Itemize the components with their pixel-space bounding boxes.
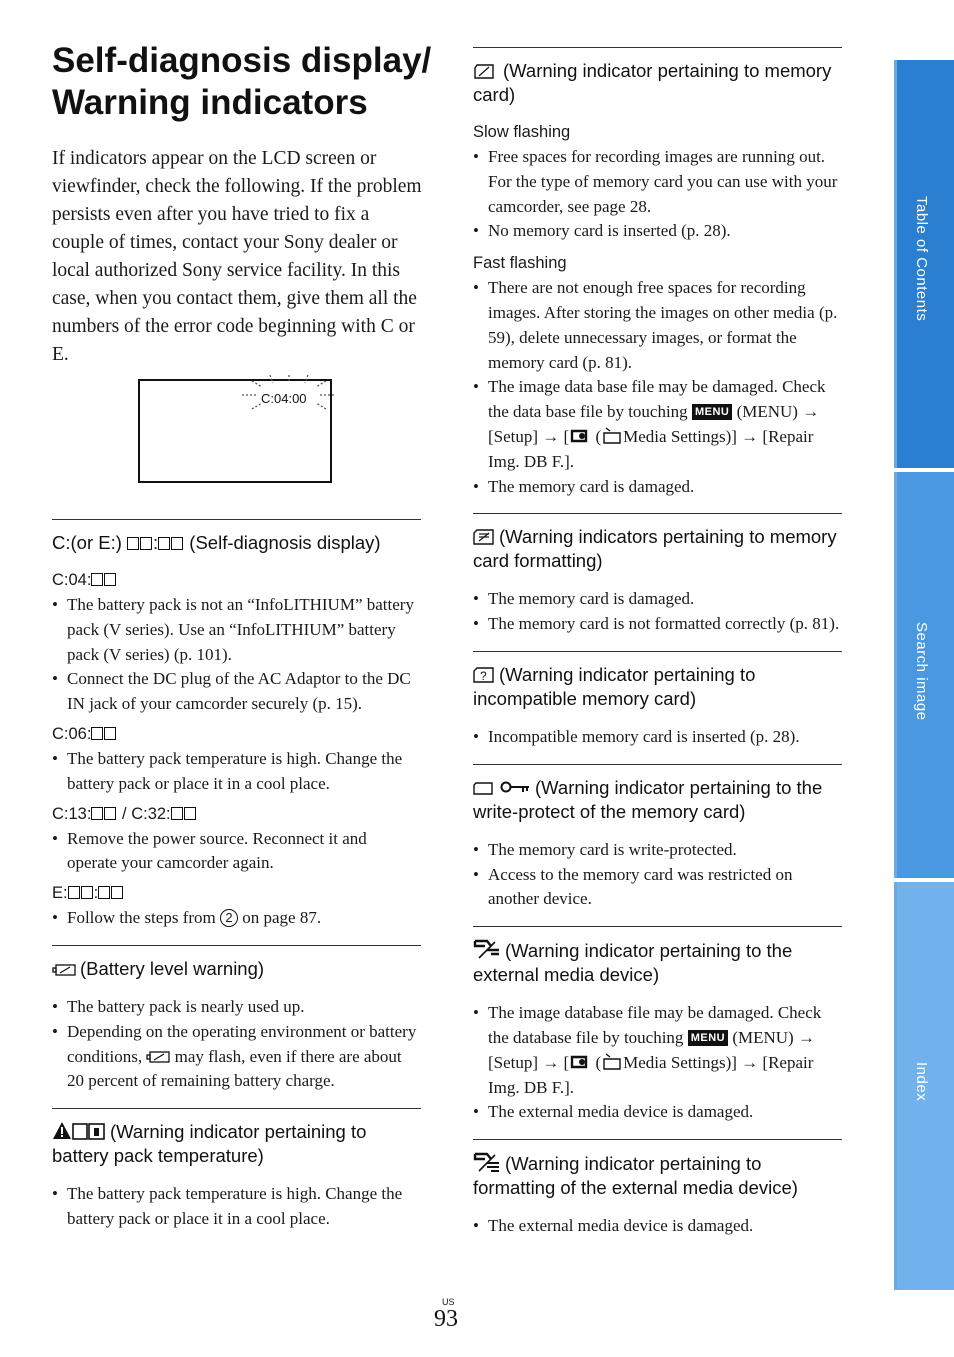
battery-temperature-warning-icon (52, 1121, 106, 1141)
list-item: • The image database file may be damaged. Check the database file by touching MENU (MENU) → [Setup] → [ ( Media Settings)] → [Repair Img. DB F.]. (473, 1001, 842, 1100)
code-c06-list (52, 747, 421, 797)
tab-label: Search image (913, 622, 930, 721)
code-e-label: E: : (52, 882, 421, 904)
lcd-screen-illustration (138, 379, 332, 483)
intro-paragraph: If indicators appear on the LCD screen or viewfinder, check the following. If the problem persists even after you have tried to fix a couple of times, contact your Sony dealer or local authorized Sony service facility. In this case, when you contact them, give them all the numbers of the error code beginning with C or E. (52, 148, 422, 365)
fast-flashing-label: Fast flashing (473, 254, 567, 273)
list-item: • The battery pack temperature is high. Change the battery pack or place it in a cool place. (52, 1182, 421, 1232)
left-column (52, 519, 421, 1246)
media-settings-icon (569, 427, 591, 445)
code-c13-list (52, 827, 421, 877)
list-item: • Free spaces for recording images are running out. For the type of memory card you can use with your camcorder, see page 28. (473, 145, 842, 219)
memory-card-format-heading: (Warning indicators pertaining to memory card formatting) (473, 526, 837, 572)
battery-temperature-heading: (Warning indicator pertaining to battery pack temperature) (52, 1121, 367, 1167)
code-c13-label: C:13: / C:32: (52, 803, 421, 825)
battery-level-heading: (Battery level warning) (52, 946, 421, 981)
memory-card-format-icon (473, 528, 495, 546)
list-item: • The memory card is damaged. (473, 587, 842, 612)
external-media-format-icon (473, 1151, 501, 1173)
lcd-error-code: C:04:00 (261, 391, 307, 406)
write-protect-section (473, 764, 842, 912)
list-item: • Follow the steps from 2 on page 87. (52, 906, 421, 931)
battery-empty-icon (52, 962, 76, 978)
tab-table-of-contents[interactable] (894, 60, 954, 468)
external-media-warning-icon (473, 938, 501, 960)
list-item: • Depending on the operating environment or battery conditions, may flash, even if there are about 20 percent of remaining battery charge. (52, 1020, 421, 1094)
memory-card-format-list (473, 587, 842, 637)
battery-level-list (52, 995, 421, 1094)
code-e-list (52, 906, 421, 931)
step-number-icon: 2 (220, 909, 238, 927)
write-protect-list (473, 838, 842, 912)
battery-temperature-list (52, 1182, 421, 1232)
list-item: • The external media device is damaged. (473, 1100, 842, 1125)
page-region-code: US (442, 1297, 455, 1307)
list-item: • The external media device is damaged. (473, 1214, 842, 1239)
list-item: • The memory card is damaged. (473, 475, 842, 500)
memory-card-format-section (473, 513, 842, 637)
page-title: Self-diagnosis display/ Warning indicators (52, 41, 432, 122)
list-item: • No memory card is inserted (p. 28). (473, 219, 842, 244)
self-diagnosis-heading: C:(or E:) : (Self-diagnosis display) (52, 532, 381, 553)
tab-search-image[interactable] (894, 472, 954, 878)
external-media-section (473, 926, 842, 1125)
right-column (473, 47, 842, 1253)
memory-card-icon (473, 62, 499, 80)
code-c04-list (52, 593, 421, 717)
incompatible-card-section (473, 651, 842, 750)
external-media-heading: (Warning indicator pertaining to the external media device) (473, 940, 793, 986)
slow-flashing-label: Slow flashing (473, 123, 571, 141)
incompatible-card-heading: ? (Warning indicator pertaining to incompatible memory card) (473, 663, 756, 709)
list-item: • The image data base file may be damaged. Check the data base file by touching MENU (MENU) → [Setup] → [ ( Media Settings)] → [Repair Img. DB F.]. (473, 375, 842, 474)
memory-card-heading: (Warning indicator pertaining to memory card) (473, 60, 832, 105)
external-media-format-section (473, 1139, 842, 1239)
incompatible-card-icon (473, 666, 495, 684)
menu-icon: MENU (692, 404, 732, 420)
write-protect-heading: (Warning indicator pertaining to the write-protect of the memory card) (473, 776, 823, 822)
list-item: • Incompatible memory card is inserted (p. 28). (473, 725, 842, 750)
page-number: 93 (434, 1306, 458, 1332)
side-navigation-tabs (894, 60, 954, 1290)
tab-label: Index (913, 1062, 930, 1102)
external-media-format-heading: (Warning indicator pertaining to formatting of the external media device) (473, 1153, 798, 1199)
media-settings-icon (601, 1053, 623, 1071)
external-media-format-list (473, 1214, 842, 1239)
list-item: • There are not enough free spaces for recording images. After storing the images on other media (p. 59), delete unnecessary images, or format the memory card (p. 81). (473, 276, 842, 375)
battery-level-section (52, 945, 421, 1094)
list-item: • Remove the power source. Reconnect it and operate your camcorder again. (52, 827, 421, 877)
battery-empty-icon (146, 1049, 170, 1065)
battery-temperature-section (52, 1108, 421, 1232)
self-diagnosis-section (52, 519, 421, 931)
tab-label: Table of Contents (913, 196, 930, 322)
tab-index[interactable] (894, 882, 954, 1290)
incompatible-card-list (473, 725, 842, 750)
list-item: • The battery pack is not an “InfoLITHIUM” battery pack (V series). Use an “InfoLITHIUM” battery pack (V series) (p. 101). (52, 593, 421, 667)
list-item: • Access to the memory card was restricted on another device. (473, 863, 842, 913)
external-media-list (473, 1001, 842, 1125)
svg-text:?: ? (480, 668, 487, 683)
memory-card-section (473, 47, 842, 499)
media-settings-icon (601, 427, 623, 445)
slow-flashing-list (473, 145, 842, 244)
list-item: • The memory card is not formatted correctly (p. 81). (473, 612, 842, 637)
fast-flashing-list (473, 276, 842, 499)
menu-icon: MENU (688, 1030, 728, 1046)
list-item: • Connect the DC plug of the AC Adaptor to the DC IN jack of your camcorder securely (p. 15). (52, 667, 421, 717)
list-item: • The battery pack is nearly used up. (52, 995, 421, 1020)
code-c04-label: C:04: (52, 569, 421, 591)
list-item: • The battery pack temperature is high. Change the battery pack or place it in a cool place. (52, 747, 421, 797)
media-settings-icon (569, 1053, 591, 1071)
write-protect-key-icon (473, 779, 531, 797)
list-item: • The memory card is write-protected. (473, 838, 842, 863)
code-c06-label: C:06: (52, 723, 421, 745)
